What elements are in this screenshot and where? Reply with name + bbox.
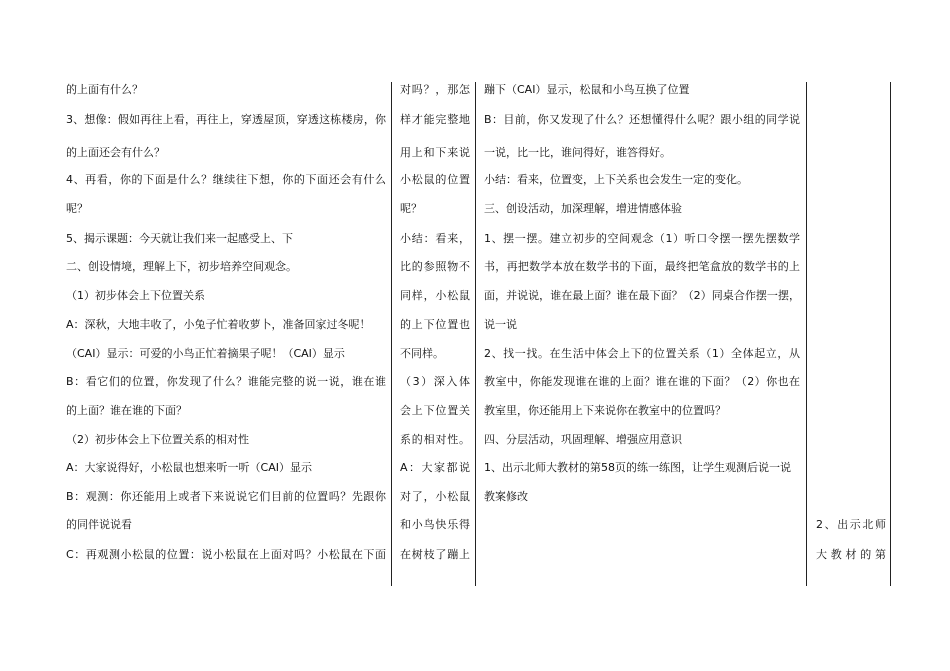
- text-line: 3、想像：假如再往上看，再往上，穿透屋顶，穿透这栋楼房，你: [66, 113, 386, 126]
- text-line: 用上和下来说: [400, 146, 470, 159]
- text-line: 同样，小松鼠: [400, 289, 470, 302]
- text-line: 的上下位置也: [400, 318, 470, 331]
- column-divider: [890, 82, 891, 586]
- text-line: 的上面有什么？: [66, 83, 143, 96]
- text-line: 一说，比一比，谁问得好，谁答得好。: [484, 146, 671, 159]
- text-line: A：深秋，大地丰收了，小兔子忙着收萝卜，准备回家过冬呢！: [66, 318, 371, 331]
- text-line: 面，并说说，谁在最上面？谁在最下面？（2）同桌合作摆一摆，: [484, 289, 800, 302]
- text-line: 呢？: [400, 202, 422, 215]
- text-line: 小结：看来，位置变，上下关系也会发生一定的变化。: [484, 173, 748, 186]
- text-line: 1、摆一摆。建立初步的空间观念（1）听口令摆一摆先摆数学: [484, 232, 800, 245]
- text-line: 对吗？，那怎: [400, 83, 470, 96]
- text-line: 呢？: [66, 202, 88, 215]
- text-line: 在树枝了蹦上: [400, 548, 470, 561]
- text-line: 系的相对性。: [400, 433, 470, 446]
- text-line: 二、创设情境，理解上下，初步培养空间观念。: [66, 260, 297, 273]
- text-line: 2、出示北师: [816, 518, 886, 531]
- text-line: B：目前，你又发现了什么？还想懂得什么呢？跟小组的同学说: [484, 113, 800, 126]
- text-line: （CAI）显示：可爱的小鸟正忙着摘果子呢！（CAI）显示: [66, 347, 345, 360]
- text-line: 说一说: [484, 318, 517, 331]
- text-line: 4、再看，你的下面是什么？继续往下想，你的下面还会有什么: [66, 173, 386, 186]
- text-line: 和小鸟快乐得: [400, 518, 470, 531]
- column-divider: [475, 82, 476, 586]
- text-line: 教室里，你还能用上下来说你在教室中的位置吗？: [484, 404, 726, 417]
- text-line: 蹦下（CAI）显示，松鼠和小鸟互换了位置: [484, 83, 690, 96]
- text-line: C：再观测小松鼠的位置：说小松鼠在上面对吗？小松鼠在下面: [66, 548, 386, 561]
- text-line: 的同伴说说看: [66, 518, 132, 531]
- text-line: 不同样。: [400, 347, 444, 360]
- text-line: 会上下位置关: [400, 404, 470, 417]
- text-line: 教案修改: [484, 490, 528, 503]
- text-line: 2、找一找。在生活中体会上下的位置关系（1）全体起立，从: [484, 347, 800, 360]
- text-line: 5、揭示课题：今天就让我们来一起感受上、下: [66, 232, 293, 245]
- text-line: 对了，小松鼠: [400, 490, 470, 503]
- text-line: （1）初步体会上下位置关系: [66, 289, 205, 302]
- text-line: 四、分层活动，巩固理解、增强应用意识: [484, 433, 682, 446]
- text-line: （2）初步体会上下位置关系的相对性: [66, 433, 249, 446]
- text-line: A：大家都说: [400, 461, 470, 474]
- text-line: 小松鼠的位置: [400, 173, 470, 186]
- text-line: 样才能完整地: [400, 113, 470, 126]
- text-line: 书，再把数学本放在数学书的下面，最终把笔盒放的数学书的上: [484, 260, 800, 273]
- text-line: 大教材的第: [816, 548, 886, 561]
- text-line: 教室中，你能发现谁在谁的上面？谁在谁的下面？（2）你也在: [484, 375, 800, 388]
- text-line: 比的参照物不: [400, 260, 470, 273]
- text-line: 三、创设活动，加深理解，增进情感体验: [484, 202, 682, 215]
- text-line: B：看它们的位置，你发现了什么？谁能完整的说一说，谁在谁: [66, 375, 386, 388]
- text-line: （3）深入体: [400, 375, 470, 388]
- column-divider: [806, 82, 807, 586]
- text-line: A：大家说得好，小松鼠也想来听一听（CAI）显示: [66, 461, 312, 474]
- text-line: 的上面还会有什么？: [66, 146, 165, 159]
- text-line: 1、出示北师大教材的第58页的练一练图，让学生观测后说一说: [484, 461, 791, 474]
- text-line: 的上面？谁在谁的下面？: [66, 404, 187, 417]
- text-line: 小结：看来，: [400, 232, 470, 245]
- text-line: B：观测：你还能用上或者下来说说它们目前的位置吗？先跟你: [66, 490, 386, 503]
- column-divider: [391, 82, 392, 586]
